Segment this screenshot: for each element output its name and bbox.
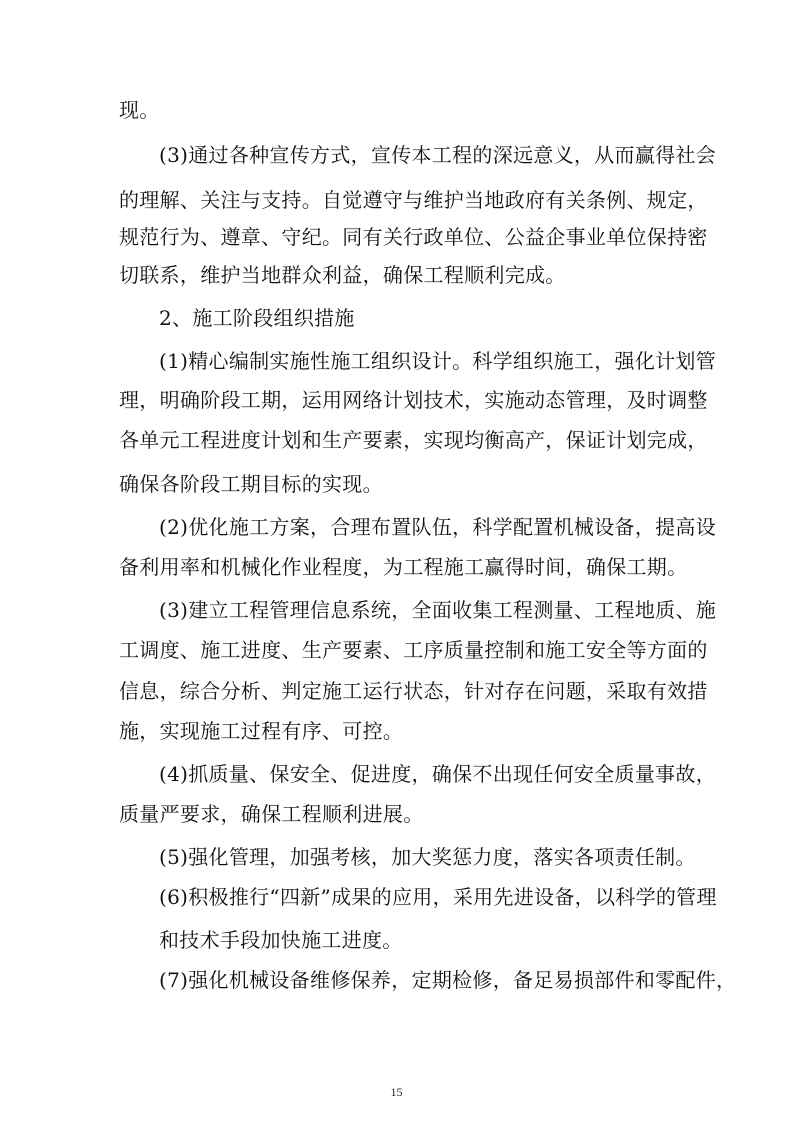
text-line: (4)抓质量、保安全、促进度，确保不出现任何安全质量事故， <box>159 762 717 786</box>
text-line: 规范行为、遵章、守纪。同有关行政单位、公益企事业单位保持密 <box>119 225 708 249</box>
section-heading: 2、施工阶段组织措施 <box>159 306 355 330</box>
text-line: (3)建立工程管理信息系统，全面收集工程测量、工程地质、施 <box>159 598 717 622</box>
text-line: 理，明确阶段工期，运用网络计划技术，实施动态管理，及时调整 <box>119 388 708 412</box>
text-line: 工调度、施工进度、生产要素、工序质量控制和施工安全等方面的 <box>119 638 708 662</box>
text-line: (5)强化管理，加强考核，加大奖惩力度，落实各项责任制。 <box>159 845 696 869</box>
text-line: 现。 <box>119 98 160 122</box>
text-line: (2)优化施工方案，合理布置队伍，科学配置机械设备，提高设 <box>159 515 717 539</box>
text-line: 质量严要求，确保工程顺利进展。 <box>119 802 424 826</box>
text-line: 备利用率和机械化作业程度，为工程施工赢得时间，确保工期。 <box>119 555 688 579</box>
text-line: 的理解、关注与支持。自觉遵守与维护当地政府有关条例、规定， <box>119 188 708 212</box>
text-line: 各单元工程进度计划和生产要素，实现均衡高产，保证计划完成， <box>119 428 708 452</box>
text-line: (1)精心编制实施性施工组织设计。科学组织施工，强化计划管 <box>159 349 717 373</box>
text-line: 和技术手段加快施工进度。 <box>159 928 403 952</box>
text-line: (7)强化机械设备维修保养，定期检修，备足易损部件和零配件， <box>159 968 737 992</box>
text-line: 信息，综合分析、判定施工运行状态，针对存在问题，采取有效措 <box>119 679 708 703</box>
text-line: (6)积极推行“四新”成果的应用，采用先进设备，以科学的管理 <box>159 885 717 909</box>
text-line: 确保各阶段工期目标的实现。 <box>119 472 383 496</box>
text-line: (3)通过各种宣传方式，宣传本工程的深远意义，从而赢得社会 <box>159 143 717 167</box>
page-number: 15 <box>390 1085 403 1099</box>
text-line: 施，实现施工过程有序、可控。 <box>119 719 404 743</box>
text-line: 切联系，维护当地群众利益，确保工程顺利完成。 <box>119 263 566 287</box>
